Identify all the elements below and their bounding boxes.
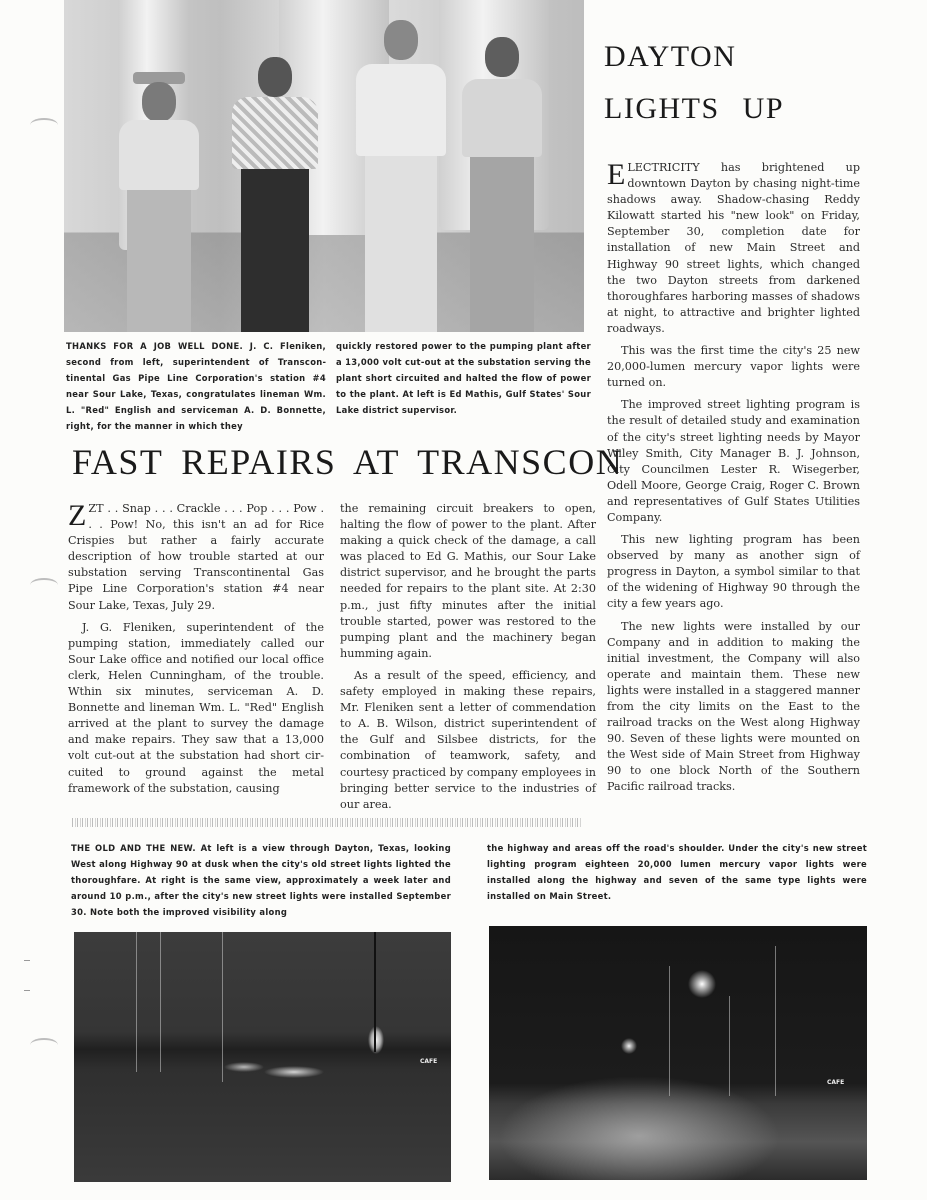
article-transcon-col1 — [68, 501, 324, 803]
photo-pole — [374, 932, 376, 1052]
drop-cap: E — [607, 158, 626, 191]
article-paragraph: This new lighting program has been observed by many as another sign of progress in Dayton, a symbol similar to that of the widening of Highway 90 through the city a few years ago. — [607, 533, 860, 611]
article-paragraph: The improved street lighting program is the result of detailed study and examination of the city's street lighting needs by Mayor Wiley Smith, City Manager B. J. Johnson, City Councilmen Lester R. Wisegerber, Odell Moore, George Craig, Roger C. Brown and representatives of Gulf States Utilities Company. — [607, 398, 860, 524]
margin-mark — [24, 960, 30, 961]
margin-mark — [24, 990, 30, 991]
photo-person — [356, 20, 446, 332]
article-paragraph: J. G. Fleniken, superintendent of the pumping station, immediately called our Sour Lake office and notified our local office clerk, Helen Cunningham, of the trouble. Wthin six minutes, serviceman A. D. Bonnette and lineman Wm. L. "Red" English arrived at the plant to survey the damage and make repairs. They saw that a 13,000 volt cut-out at the substation had short circuited to ground against the metal framework of the substation, causing — [68, 620, 324, 795]
article-paragraph: ELECTRICITY has brightened up downtown Dayton by chasing night-time shadows away. Shadow-chasing Reddy Kilowatt started his "new look" on Friday, September 30, completion date for installation of new Main Street and Highway 90 street lights, which changed the two Dayton streets from darkened thoroughfares harboring masses of shadows at night, to attractive and brighter lighted roadways. — [607, 158, 860, 335]
photo-caption-bottom-left: THE OLD AND THE NEW. At left is a view through Dayton, Texas, looking West along Highway 90 at dusk when the city's old street lights lighted the thoroughfare. At right is the same view, approximately a week later and around 10 p.m., after the city's new street lights were installed September 30. Note both the improved visibility along — [71, 843, 451, 917]
photo-cafe-sign: CAFE — [827, 1079, 845, 1086]
photo-caption-right: quickly restored power to the pumping plant after a 13,000 volt cut-out at the substation serving the plant short circuited and halted the flow of power to the plant. At left is Ed Mathis, Gulf States' Sour Lake district supervisor. — [336, 341, 592, 415]
article-paragraph: This was the first time the city's 25 new 20,000-lumen mercury vapor lights were turned on. — [607, 344, 860, 390]
photo-caption-left: THANKS FOR A JOB WELL DONE. J. C. Fleniken, second from left, superintendent of Transcontinental Gas Pipe Line Corporation's station #4 near Sour Lake, Texas, congratulates lineman Wm. L. "Red" English and serviceman A. D. Bonnette, right, for the manner in which they — [66, 341, 326, 431]
photo-cafe-sign: CAFE — [420, 1058, 438, 1065]
headline-dayton-line1: DAYTON — [604, 40, 737, 73]
article-dayton-body — [607, 160, 860, 802]
photo-pole — [669, 966, 670, 1096]
photo-pole — [222, 932, 223, 1082]
article-paragraph: The new lights were installed by our Company and in addition to making the initial investment, the Company will also operate and maintain them. These new lights were installed in a staggered manner from the city limits on the East to the railroad tracks on the West along Highway 90. Seven of these lights were mounted on the West side of Main Street from Highway 90 to one block North of the Southern Pacific railroad tracks. — [607, 619, 860, 794]
decorative-divider — [72, 818, 582, 827]
photo-substation-handshake — [64, 0, 584, 332]
photo-caption-bottom-right: the highway and areas off the road's shoulder. Under the city's new street lighting program eighteen 20,000 lumen mercury vapor lights were installed along the highway and seven of the same type lights were installed on Main Street. — [487, 843, 867, 901]
article-paragraph: As a result of the speed, efficiency, and safety employed in making these repairs, Mr. Fleniken sent a letter of commendation to A. B. Wilson, district superintendent of the Gulf and Silsbee districts, for the combination of teamwork, safety, and courtesy practiced by company employees in bringing better service to the industries of our area. — [340, 668, 596, 811]
article-paragraph: ZZT . . Snap . . . Crackle . . . Pop . . . Pow . . . Pow! No, this isn't an ad for Rice Crispies but rather a fairly accurate description of how trouble started at our substation serving Transcontinental Gas Pipe Line Corporation's station #4 near Sour Lake, Texas, July 29. — [68, 499, 324, 612]
photo-new-street-lights — [489, 926, 867, 1180]
photo-pole — [775, 946, 776, 1096]
headline-transcon: FAST REPAIRS AT TRANSCON — [72, 442, 624, 482]
punch-hole — [30, 1038, 58, 1052]
photo-pole — [729, 996, 730, 1096]
article-paragraph: the remaining circuit breakers to open, halting the flow of power to the plant. After making a quick check of the damage, a call was placed to Ed G. Mathis, our Sour Lake district supervisor, and he brought the parts needed for repairs to the plant site. At 2:30 p.m., just fifty minutes after the initial trouble started, power was restored to the pumping plant and the machinery began humming again. — [340, 502, 596, 660]
punch-hole — [30, 118, 58, 132]
photo-person — [462, 37, 542, 332]
photo-person — [119, 32, 199, 332]
drop-cap: Z — [68, 499, 87, 532]
punch-hole — [30, 578, 58, 592]
photo-person — [232, 57, 318, 332]
photo-pole — [160, 932, 161, 1072]
article-transcon-col2 — [340, 501, 596, 819]
headline-dayton-line2: LIGHTS UP — [604, 92, 785, 125]
photo-pole — [136, 932, 137, 1072]
photo-old-street-lights — [74, 932, 451, 1182]
